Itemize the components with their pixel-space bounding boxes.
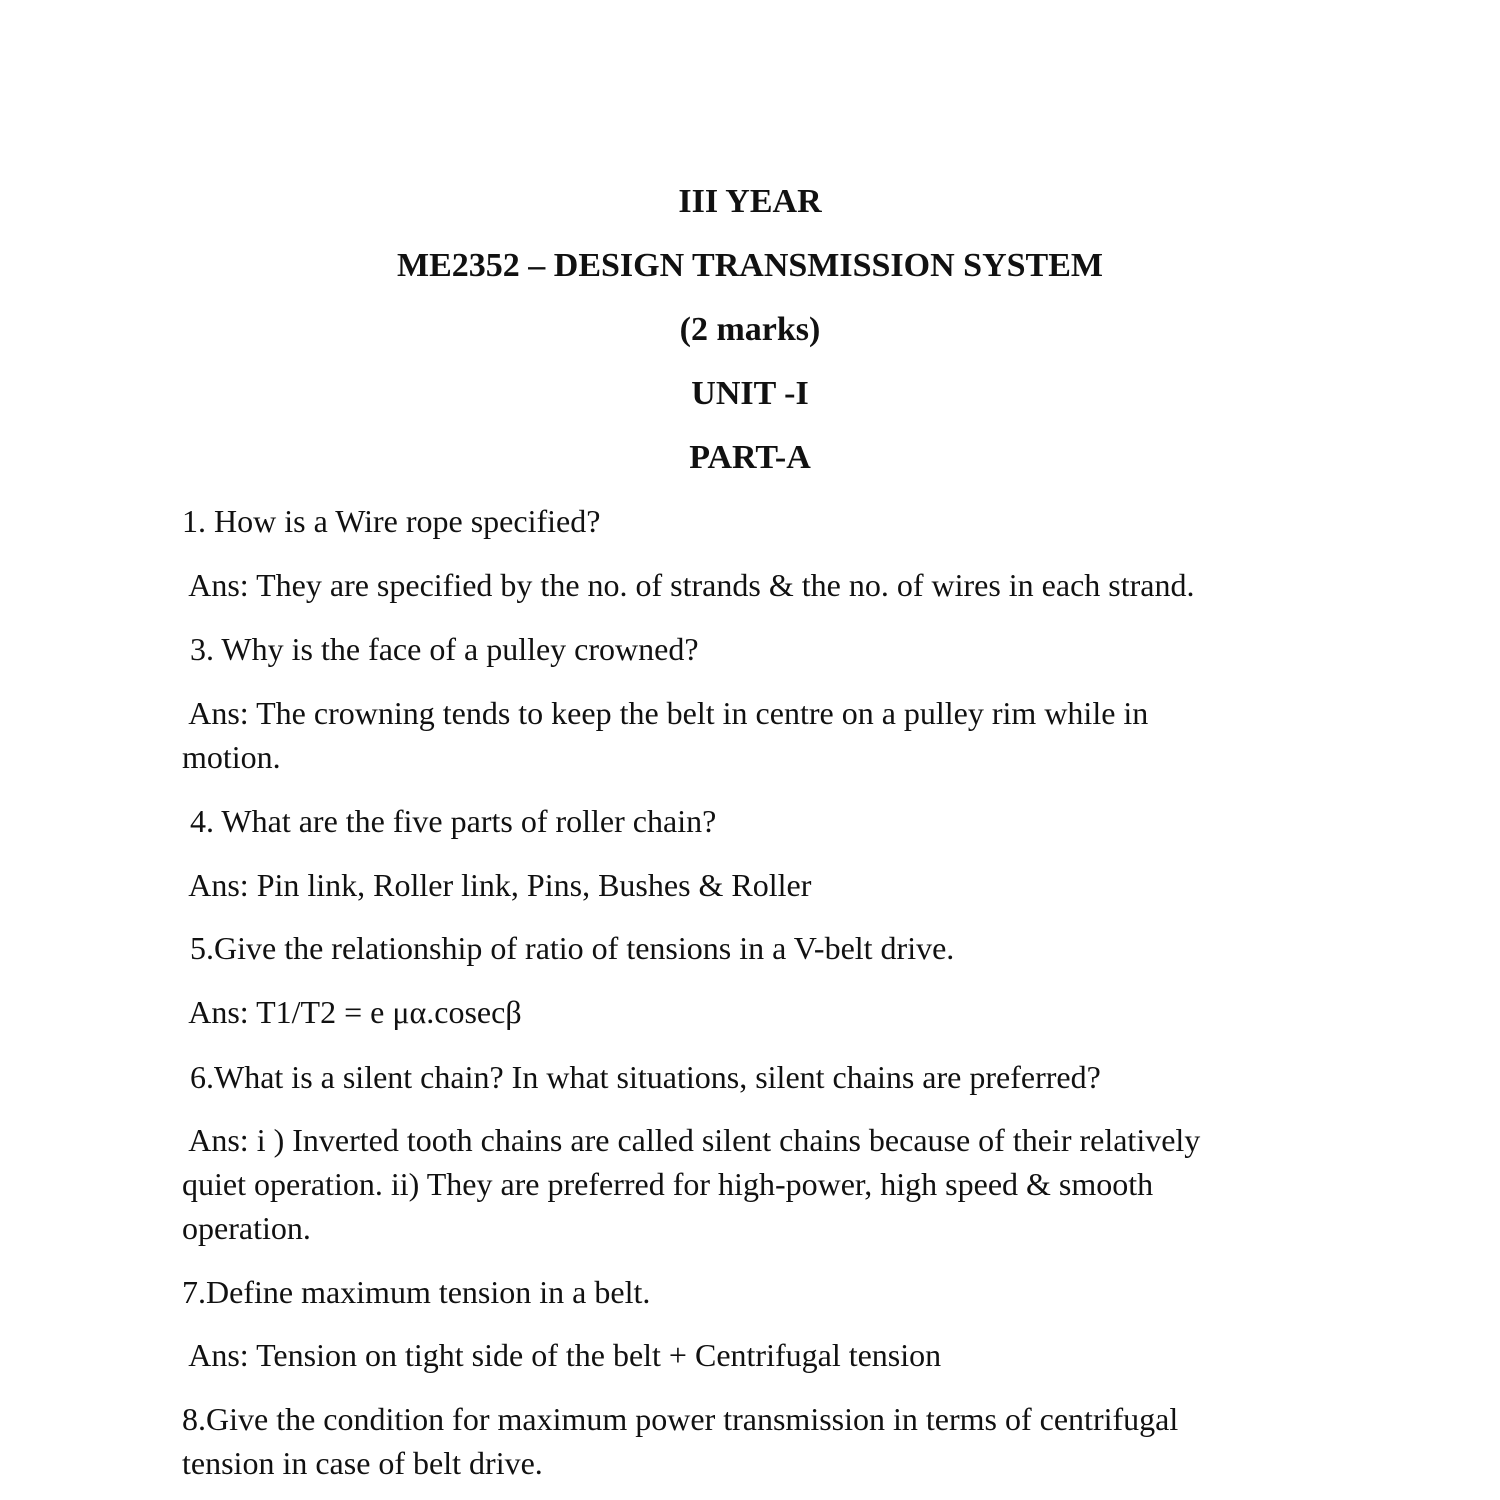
heading-year: III YEAR bbox=[678, 183, 822, 220]
answer-6-line-3: operation. bbox=[182, 1210, 311, 1246]
answer-6-line-2: quiet operation. ii) They are preferred for high-power, high speed & smooth bbox=[182, 1166, 1154, 1202]
answer-3-line-2: motion. bbox=[182, 739, 281, 775]
heading-part: PART-A bbox=[689, 439, 811, 476]
question-4: 4. What are the five parts of roller chain? bbox=[182, 803, 717, 839]
question-6: 6.What is a silent chain? In what situations, silent chains are preferred? bbox=[182, 1059, 1101, 1095]
heading-marks: (2 marks) bbox=[679, 311, 821, 348]
answer-3-line-1: Ans: The crowning tends to keep the belt in centre on a pulley rim while in bbox=[182, 695, 1149, 731]
heading-unit: UNIT -I bbox=[691, 375, 809, 412]
answer-6-line-1: Ans: i ) Inverted tooth chains are called silent chains because of their relatively bbox=[182, 1122, 1201, 1158]
question-3: 3. Why is the face of a pulley crowned? bbox=[182, 631, 699, 667]
answer-5: Ans: T1/T2 = e μα.cosecβ bbox=[182, 994, 522, 1030]
answer-4: Ans: Pin link, Roller link, Pins, Bushes & Roller bbox=[182, 867, 812, 903]
question-5: 5.Give the relationship of ratio of tensions in a V-belt drive. bbox=[182, 930, 955, 966]
heading-course: ME2352 – DESIGN TRANSMISSION SYSTEM bbox=[397, 247, 1103, 284]
question-8-line-1: 8.Give the condition for maximum power transmission in terms of centrifugal bbox=[182, 1401, 1179, 1437]
answer-1: Ans: They are specified by the no. of strands & the no. of wires in each strand. bbox=[182, 567, 1195, 603]
question-1: 1. How is a Wire rope specified? bbox=[182, 503, 601, 539]
question-7: 7.Define maximum tension in a belt. bbox=[182, 1274, 651, 1310]
question-8-line-2: tension in case of belt drive. bbox=[182, 1445, 543, 1481]
answer-7: Ans: Tension on tight side of the belt + Centrifugal tension bbox=[182, 1337, 942, 1373]
